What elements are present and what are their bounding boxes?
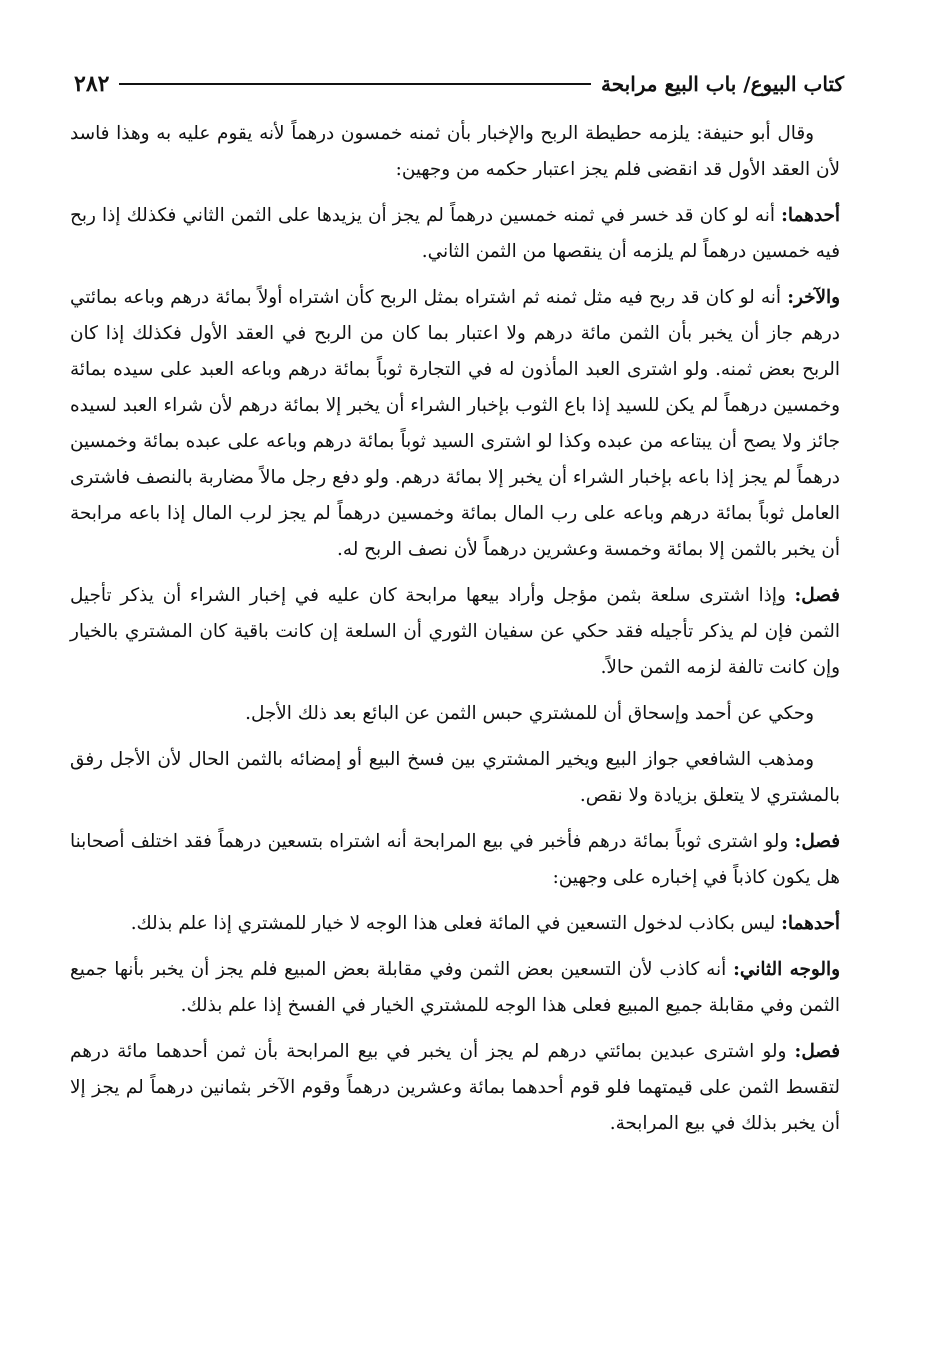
section-deferred-price <box>70 578 840 686</box>
paragraph-text: أنه كاذب لأن التسعين بعض الثمن وفي مقابلة بعض المبيع فلم يجز أن يخبر بأنها جميع الثمن وفي مقابلة جميع المبيع فعلى هذا الوجه للمشتري الخيار في الفسخ إذا علم بذلك. <box>70 959 840 1016</box>
paragraph-lead: والوجه الثاني: <box>733 959 840 980</box>
page-body <box>70 116 840 1152</box>
header-rule <box>119 83 591 85</box>
paragraph-first-reason <box>70 198 840 270</box>
paragraph-text: ومذهب الشافعي جواز البيع ويخير المشتري بين فسخ البيع أو إمضائه بالثمن الحال لأن الأجل رفق بالمشتري لا يتعلق بزيادة ولا نقص. <box>70 749 840 806</box>
paragraph-first-view <box>70 906 840 942</box>
section-two-slaves <box>70 1034 840 1142</box>
paragraph-lead: والآخر: <box>787 287 840 308</box>
paragraph-text: وحكي عن أحمد وإسحاق أن للمشتري حبس الثمن عن البائع بعد ذلك الأجل. <box>245 703 814 724</box>
paragraph-second-reason <box>70 280 840 568</box>
paragraph-text: ولو اشترى عبدين بمائتي درهم لم يجز أن يخبر في بيع المرابحة بأن ثمن أحدهما مائة درهم لتقسط الثمن على قيمتهما فلو قوم أحدهما بمائة وعشرين درهماً وقوم الآخر بثمانين درهماً لم يجز إلا أن يخبر بذلك في بيع المرابحة. <box>70 1041 840 1134</box>
paragraph-shafii-view <box>70 742 840 814</box>
page-number: ٢٨٢ <box>74 71 110 97</box>
paragraph-text: أنه لو كان قد ربح فيه مثل ثمنه ثم اشتراه بمثل الربح كأن اشتراه أولاً بمائة درهم وباعه بمائتي درهم جاز أن يخبر بأن الثمن مائة درهم ولا اعتبار بما كان من الربح في العقد الأول فكذلك إذا كان الربح بعض ثمنه. ولو اشترى العبد المأذون له في التجارة ثوباً بمائة درهم وباعه العبد على سيده بمائة وخمسين درهماً لم يكن للسيد إذا باع الثوب بإخبار الشراء أن يخبر إلا بمائة درهم لأن شراء العبد لسيده جائز ولا يصح أن يبتاعه من عبده وكذا لو اشترى السيد ثوباً بمائة درهم وباعه على عبده بمائة وخمسين درهماً لم يجز إذا باعه بإخبار الشراء أن يخبر إلا بمائة درهم. ولو دفع رجل مالاً مضاربة بالنصف فاشترى العامل ثوباً بمائة درهم وباعه على رب المال بمائة وخمسين درهماً لم يجز لرب المال إذا باعه مرابحة أن يخبر بالثمن إلا بمائة وخمسة وعشرين درهماً لأن نصف الربح له. <box>70 287 840 560</box>
paragraph-lead: أحدهما: <box>781 205 840 226</box>
paragraph-ahmad-ishaq <box>70 696 840 732</box>
paragraph-abu-hanifa <box>70 116 840 188</box>
paragraph-text: وقال أبو حنيفة: يلزمه حطيطة الربح والإخبار بأن ثمنه خمسون درهماً لأنه يقوم عليه به وهذا فاسد لأن العقد الأول قد انقضى فلم يجز اعتبار حكمه من وجهين: <box>70 123 840 180</box>
paragraph-text: وإذا اشترى سلعة بثمن مؤجل وأراد بيعها مرابحة كان عليه في إخبار الشراء أن يذكر تأجيل الثمن فإن لم يذكر تأجيله فقد حكي عن سفيان الثوري أن السلعة إن كانت باقية كان المشتري بالخيار وإن كانت تالفة لزمه الثمن حالاً. <box>70 585 840 678</box>
section-lead: فصل: <box>794 585 840 606</box>
paragraph-second-view <box>70 952 840 1024</box>
paragraph-text: ليس بكاذب لدخول التسعين في المائة فعلى هذا الوجه لا خيار للمشتري إذا علم بذلك. <box>130 913 776 934</box>
section-lead: فصل: <box>794 1041 840 1062</box>
paragraph-lead: أحدهما: <box>781 913 840 934</box>
running-title: كتاب البيوع/ باب البيع مرابحة <box>601 72 844 96</box>
paragraph-text: أنه لو كان قد خسر في ثمنه خمسين درهماً لم يجز أن يزيدها على الثمن الثاني فكذلك إذا ربح فيه خمسين درهماً لم يلزمه أن ينقصها من الثمن الثاني. <box>70 205 840 262</box>
paragraph-text: ولو اشترى ثوباً بمائة درهم فأخبر في بيع المرابحة أنه اشتراه بتسعين درهماً فقد اختلف أصحابنا هل يكون كاذباً في إخباره على وجهين: <box>70 831 840 888</box>
section-ninety-dirhams <box>70 824 840 896</box>
section-lead: فصل: <box>794 831 840 852</box>
page-header <box>74 66 844 102</box>
